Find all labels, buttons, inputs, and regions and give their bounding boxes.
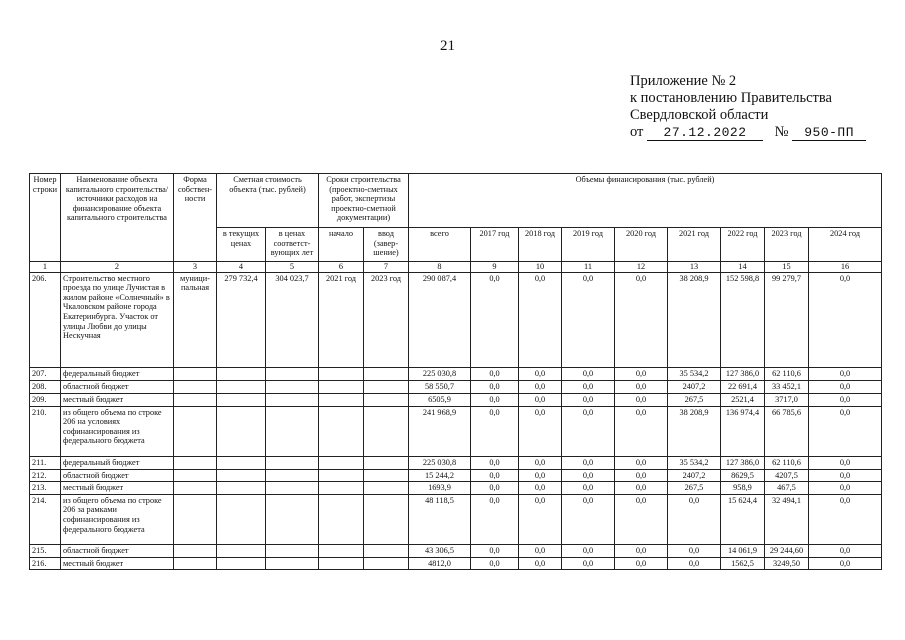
row-2023: 62 110,6	[765, 367, 809, 380]
row-total: 225 030,8	[409, 456, 471, 469]
column-number: 13	[668, 262, 721, 273]
row-2018: 0,0	[519, 367, 562, 380]
table-row	[30, 544, 882, 557]
row-2024: 0,0	[809, 469, 882, 482]
row-ownership	[174, 544, 217, 557]
row-2018: 0,0	[519, 544, 562, 557]
row-ownership	[174, 406, 217, 456]
row-2024: 0,0	[809, 367, 882, 380]
column-number: 9	[471, 262, 519, 273]
row-2019: 0,0	[562, 469, 615, 482]
row-number: 214.	[30, 494, 61, 544]
row-estimate-current: 279 732,4	[217, 272, 266, 367]
row-2021: 2407,2	[668, 469, 721, 482]
row-term-start	[319, 367, 364, 380]
row-2024: 0,0	[809, 456, 882, 469]
row-term-end	[364, 482, 409, 495]
column-number: 3	[174, 262, 217, 273]
row-2021: 38 208,9	[668, 406, 721, 456]
row-2021: 38 208,9	[668, 272, 721, 367]
row-2023: 32 494,1	[765, 494, 809, 544]
row-2019: 0,0	[562, 544, 615, 557]
row-2020: 0,0	[615, 393, 668, 406]
row-2018: 0,0	[519, 406, 562, 456]
row-term-start: 2021 год	[319, 272, 364, 367]
row-2022: 1562,5	[721, 557, 765, 570]
header-year: 2023 год	[765, 228, 809, 262]
row-term-start	[319, 406, 364, 456]
row-total: 1693,9	[409, 482, 471, 495]
row-2021: 0,0	[668, 544, 721, 557]
header-year: 2020 год	[615, 228, 668, 262]
row-2023: 4207,5	[765, 469, 809, 482]
table-row	[30, 557, 882, 570]
column-number: 1	[30, 262, 61, 273]
header-year: 2018 год	[519, 228, 562, 262]
annex-date: 27.12.2022	[647, 126, 763, 141]
row-estimate-years	[266, 406, 319, 456]
row-term-end	[364, 393, 409, 406]
table-row	[30, 367, 882, 380]
row-total: 225 030,8	[409, 367, 471, 380]
row-2022: 2521,4	[721, 393, 765, 406]
table-row	[30, 272, 882, 367]
row-total: 58 550,7	[409, 380, 471, 393]
row-2023: 3249,50	[765, 557, 809, 570]
row-2017: 0,0	[471, 367, 519, 380]
row-term-start	[319, 557, 364, 570]
column-number: 10	[519, 262, 562, 273]
row-ownership	[174, 494, 217, 544]
table-row	[30, 494, 882, 544]
row-total: 15 244,2	[409, 469, 471, 482]
table-row	[30, 393, 882, 406]
row-name: федеральный бюджет	[61, 367, 174, 380]
row-2023: 3717,0	[765, 393, 809, 406]
row-2023: 66 785,6	[765, 406, 809, 456]
row-2024: 0,0	[809, 482, 882, 495]
row-ownership	[174, 380, 217, 393]
row-ownership	[174, 469, 217, 482]
row-term-start	[319, 544, 364, 557]
row-2020: 0,0	[615, 367, 668, 380]
header-estimate-cost: Сметная стоимость объекта (тыс. рублей)	[217, 174, 319, 228]
row-term-start	[319, 380, 364, 393]
row-term-end: 2023 год	[364, 272, 409, 367]
row-number: 213.	[30, 482, 61, 495]
row-2023: 467,5	[765, 482, 809, 495]
column-number: 8	[409, 262, 471, 273]
row-total: 290 087,4	[409, 272, 471, 367]
column-number: 7	[364, 262, 409, 273]
row-ownership	[174, 557, 217, 570]
row-ownership	[174, 367, 217, 380]
annex-line-2: к постановлению Правительства	[630, 90, 832, 106]
column-number: 16	[809, 262, 882, 273]
row-2019: 0,0	[562, 380, 615, 393]
row-2020: 0,0	[615, 557, 668, 570]
row-total: 43 306,5	[409, 544, 471, 557]
row-2024: 0,0	[809, 494, 882, 544]
row-2019: 0,0	[562, 456, 615, 469]
column-number: 15	[765, 262, 809, 273]
row-2017: 0,0	[471, 482, 519, 495]
row-estimate-years	[266, 482, 319, 495]
row-2017: 0,0	[471, 469, 519, 482]
row-2023: 99 279,7	[765, 272, 809, 367]
row-number: 206.	[30, 272, 61, 367]
row-term-start	[319, 494, 364, 544]
row-2020: 0,0	[615, 494, 668, 544]
table-row	[30, 456, 882, 469]
row-term-end	[364, 557, 409, 570]
row-number: 207.	[30, 367, 61, 380]
row-2020: 0,0	[615, 544, 668, 557]
row-2023: 29 244,60	[765, 544, 809, 557]
row-ownership	[174, 456, 217, 469]
row-number: 210.	[30, 406, 61, 456]
row-2024: 0,0	[809, 393, 882, 406]
row-2022: 152 598,8	[721, 272, 765, 367]
row-2023: 33 452,1	[765, 380, 809, 393]
column-number: 5	[266, 262, 319, 273]
row-estimate-current	[217, 544, 266, 557]
header-estimate-years: в ценах соответст-вующих лет	[266, 228, 319, 262]
row-estimate-years	[266, 367, 319, 380]
table-row	[30, 406, 882, 456]
header-year: 2017 год	[471, 228, 519, 262]
row-2021: 267,5	[668, 482, 721, 495]
row-2018: 0,0	[519, 494, 562, 544]
header-financing: Объемы финансирования (тыс. рублей)	[409, 174, 882, 228]
row-ownership	[174, 393, 217, 406]
row-2017: 0,0	[471, 272, 519, 367]
row-2024: 0,0	[809, 406, 882, 456]
row-ownership	[174, 482, 217, 495]
header-term-end: ввод (завер-шение)	[364, 228, 409, 262]
row-estimate-current	[217, 380, 266, 393]
row-2019: 0,0	[562, 393, 615, 406]
row-2018: 0,0	[519, 557, 562, 570]
row-estimate-years	[266, 494, 319, 544]
row-estimate-years	[266, 557, 319, 570]
row-estimate-years	[266, 456, 319, 469]
row-number: 216.	[30, 557, 61, 570]
row-name: областной бюджет	[61, 544, 174, 557]
row-term-end	[364, 494, 409, 544]
header-ownership: Форма собствен-ности	[174, 174, 217, 262]
row-estimate-current	[217, 406, 266, 456]
row-2020: 0,0	[615, 406, 668, 456]
column-number: 12	[615, 262, 668, 273]
header-year: 2019 год	[562, 228, 615, 262]
annex-number-label: №	[774, 124, 789, 140]
row-2023: 62 110,6	[765, 456, 809, 469]
row-2021: 0,0	[668, 494, 721, 544]
row-estimate-years	[266, 380, 319, 393]
header-term-start: начало	[319, 228, 364, 262]
column-number: 4	[217, 262, 266, 273]
row-2021: 2407,2	[668, 380, 721, 393]
row-2017: 0,0	[471, 456, 519, 469]
column-number-row	[30, 262, 882, 273]
row-name: местный бюджет	[61, 393, 174, 406]
row-estimate-current	[217, 482, 266, 495]
annex-from-label: от	[630, 124, 644, 140]
row-2018: 0,0	[519, 482, 562, 495]
row-ownership: муници-пальная	[174, 272, 217, 367]
row-term-start	[319, 469, 364, 482]
row-2022: 136 974,4	[721, 406, 765, 456]
annex-title: Приложение № 2	[630, 73, 737, 89]
row-2018: 0,0	[519, 456, 562, 469]
row-2018: 0,0	[519, 272, 562, 367]
table-row	[30, 469, 882, 482]
row-term-start	[319, 393, 364, 406]
row-estimate-years	[266, 469, 319, 482]
financing-table	[29, 173, 882, 570]
annex-date-line	[630, 124, 866, 141]
header-year: 2024 год	[809, 228, 882, 262]
header-total: всего	[409, 228, 471, 262]
table-row	[30, 380, 882, 393]
row-term-end	[364, 367, 409, 380]
row-2019: 0,0	[562, 557, 615, 570]
row-2017: 0,0	[471, 380, 519, 393]
row-2022: 127 386,0	[721, 367, 765, 380]
row-2019: 0,0	[562, 482, 615, 495]
row-total: 6505,9	[409, 393, 471, 406]
column-number: 2	[61, 262, 174, 273]
page-number: 21	[440, 38, 455, 54]
row-estimate-years	[266, 393, 319, 406]
row-term-end	[364, 456, 409, 469]
row-2022: 22 691,4	[721, 380, 765, 393]
row-estimate-years	[266, 544, 319, 557]
annex-line-3: Свердловской области	[630, 107, 769, 123]
row-name: местный бюджет	[61, 482, 174, 495]
row-2020: 0,0	[615, 456, 668, 469]
row-name: областной бюджет	[61, 469, 174, 482]
row-estimate-current	[217, 367, 266, 380]
row-2022: 8629,5	[721, 469, 765, 482]
row-estimate-current	[217, 557, 266, 570]
column-number: 6	[319, 262, 364, 273]
row-2019: 0,0	[562, 367, 615, 380]
row-name: из общего объема по строке 206 за рамками софинансирования из федерального бюджета	[61, 494, 174, 544]
row-name: областной бюджет	[61, 380, 174, 393]
row-2024: 0,0	[809, 380, 882, 393]
row-2018: 0,0	[519, 380, 562, 393]
header-row-number: Номер строки	[30, 174, 61, 262]
row-2017: 0,0	[471, 494, 519, 544]
header-year: 2021 год	[668, 228, 721, 262]
row-number: 211.	[30, 456, 61, 469]
row-term-end	[364, 544, 409, 557]
row-2017: 0,0	[471, 557, 519, 570]
row-total: 48 118,5	[409, 494, 471, 544]
row-term-end	[364, 469, 409, 482]
row-2020: 0,0	[615, 469, 668, 482]
row-2018: 0,0	[519, 469, 562, 482]
row-estimate-current	[217, 494, 266, 544]
row-2017: 0,0	[471, 544, 519, 557]
row-estimate-years: 304 023,7	[266, 272, 319, 367]
row-total: 241 968,9	[409, 406, 471, 456]
row-estimate-current	[217, 393, 266, 406]
row-estimate-current	[217, 469, 266, 482]
row-number: 209.	[30, 393, 61, 406]
row-term-start	[319, 456, 364, 469]
row-2022: 15 624,4	[721, 494, 765, 544]
row-2017: 0,0	[471, 393, 519, 406]
column-number: 14	[721, 262, 765, 273]
annex-block	[630, 73, 866, 141]
row-name: местный бюджет	[61, 557, 174, 570]
column-number: 11	[562, 262, 615, 273]
row-2022: 127 386,0	[721, 456, 765, 469]
row-2017: 0,0	[471, 406, 519, 456]
row-2020: 0,0	[615, 380, 668, 393]
table-row	[30, 482, 882, 495]
row-2019: 0,0	[562, 494, 615, 544]
row-2019: 0,0	[562, 406, 615, 456]
header-object-name: Наименование объекта капитального строительства/источники расходов на финансирование объекта капитального строительства	[61, 174, 174, 262]
row-term-end	[364, 380, 409, 393]
row-name: федеральный бюджет	[61, 456, 174, 469]
row-term-start	[319, 482, 364, 495]
row-estimate-current	[217, 456, 266, 469]
row-total: 4812,0	[409, 557, 471, 570]
row-term-end	[364, 406, 409, 456]
header-construction-terms: Сроки строительства (проектно-сметных работ, экспертизы проектно-сметной документации)	[319, 174, 409, 228]
row-2020: 0,0	[615, 272, 668, 367]
row-number: 215.	[30, 544, 61, 557]
row-name: Строительство местного проезда по улице Лучистая в жилом районе «Солнечный» в Чкаловском районе города Екатеринбурга. Участок от улицы Любви до улицы Нескучная	[61, 272, 174, 367]
row-2018: 0,0	[519, 393, 562, 406]
header-estimate-current: в текущих ценах	[217, 228, 266, 262]
row-number: 208.	[30, 380, 61, 393]
row-2021: 267,5	[668, 393, 721, 406]
row-2021: 35 534,2	[668, 456, 721, 469]
row-2019: 0,0	[562, 272, 615, 367]
row-2021: 0,0	[668, 557, 721, 570]
row-2024: 0,0	[809, 272, 882, 367]
annex-number: 950-ПП	[792, 126, 866, 141]
row-2021: 35 534,2	[668, 367, 721, 380]
row-2020: 0,0	[615, 482, 668, 495]
table-body	[30, 272, 882, 570]
row-2024: 0,0	[809, 557, 882, 570]
row-2022: 958,9	[721, 482, 765, 495]
row-name: из общего объема по строке 206 на условиях софинансирования из федерального бюджета	[61, 406, 174, 456]
header-year: 2022 год	[721, 228, 765, 262]
row-number: 212.	[30, 469, 61, 482]
row-2022: 14 061,9	[721, 544, 765, 557]
table-header	[30, 174, 882, 273]
row-2024: 0,0	[809, 544, 882, 557]
